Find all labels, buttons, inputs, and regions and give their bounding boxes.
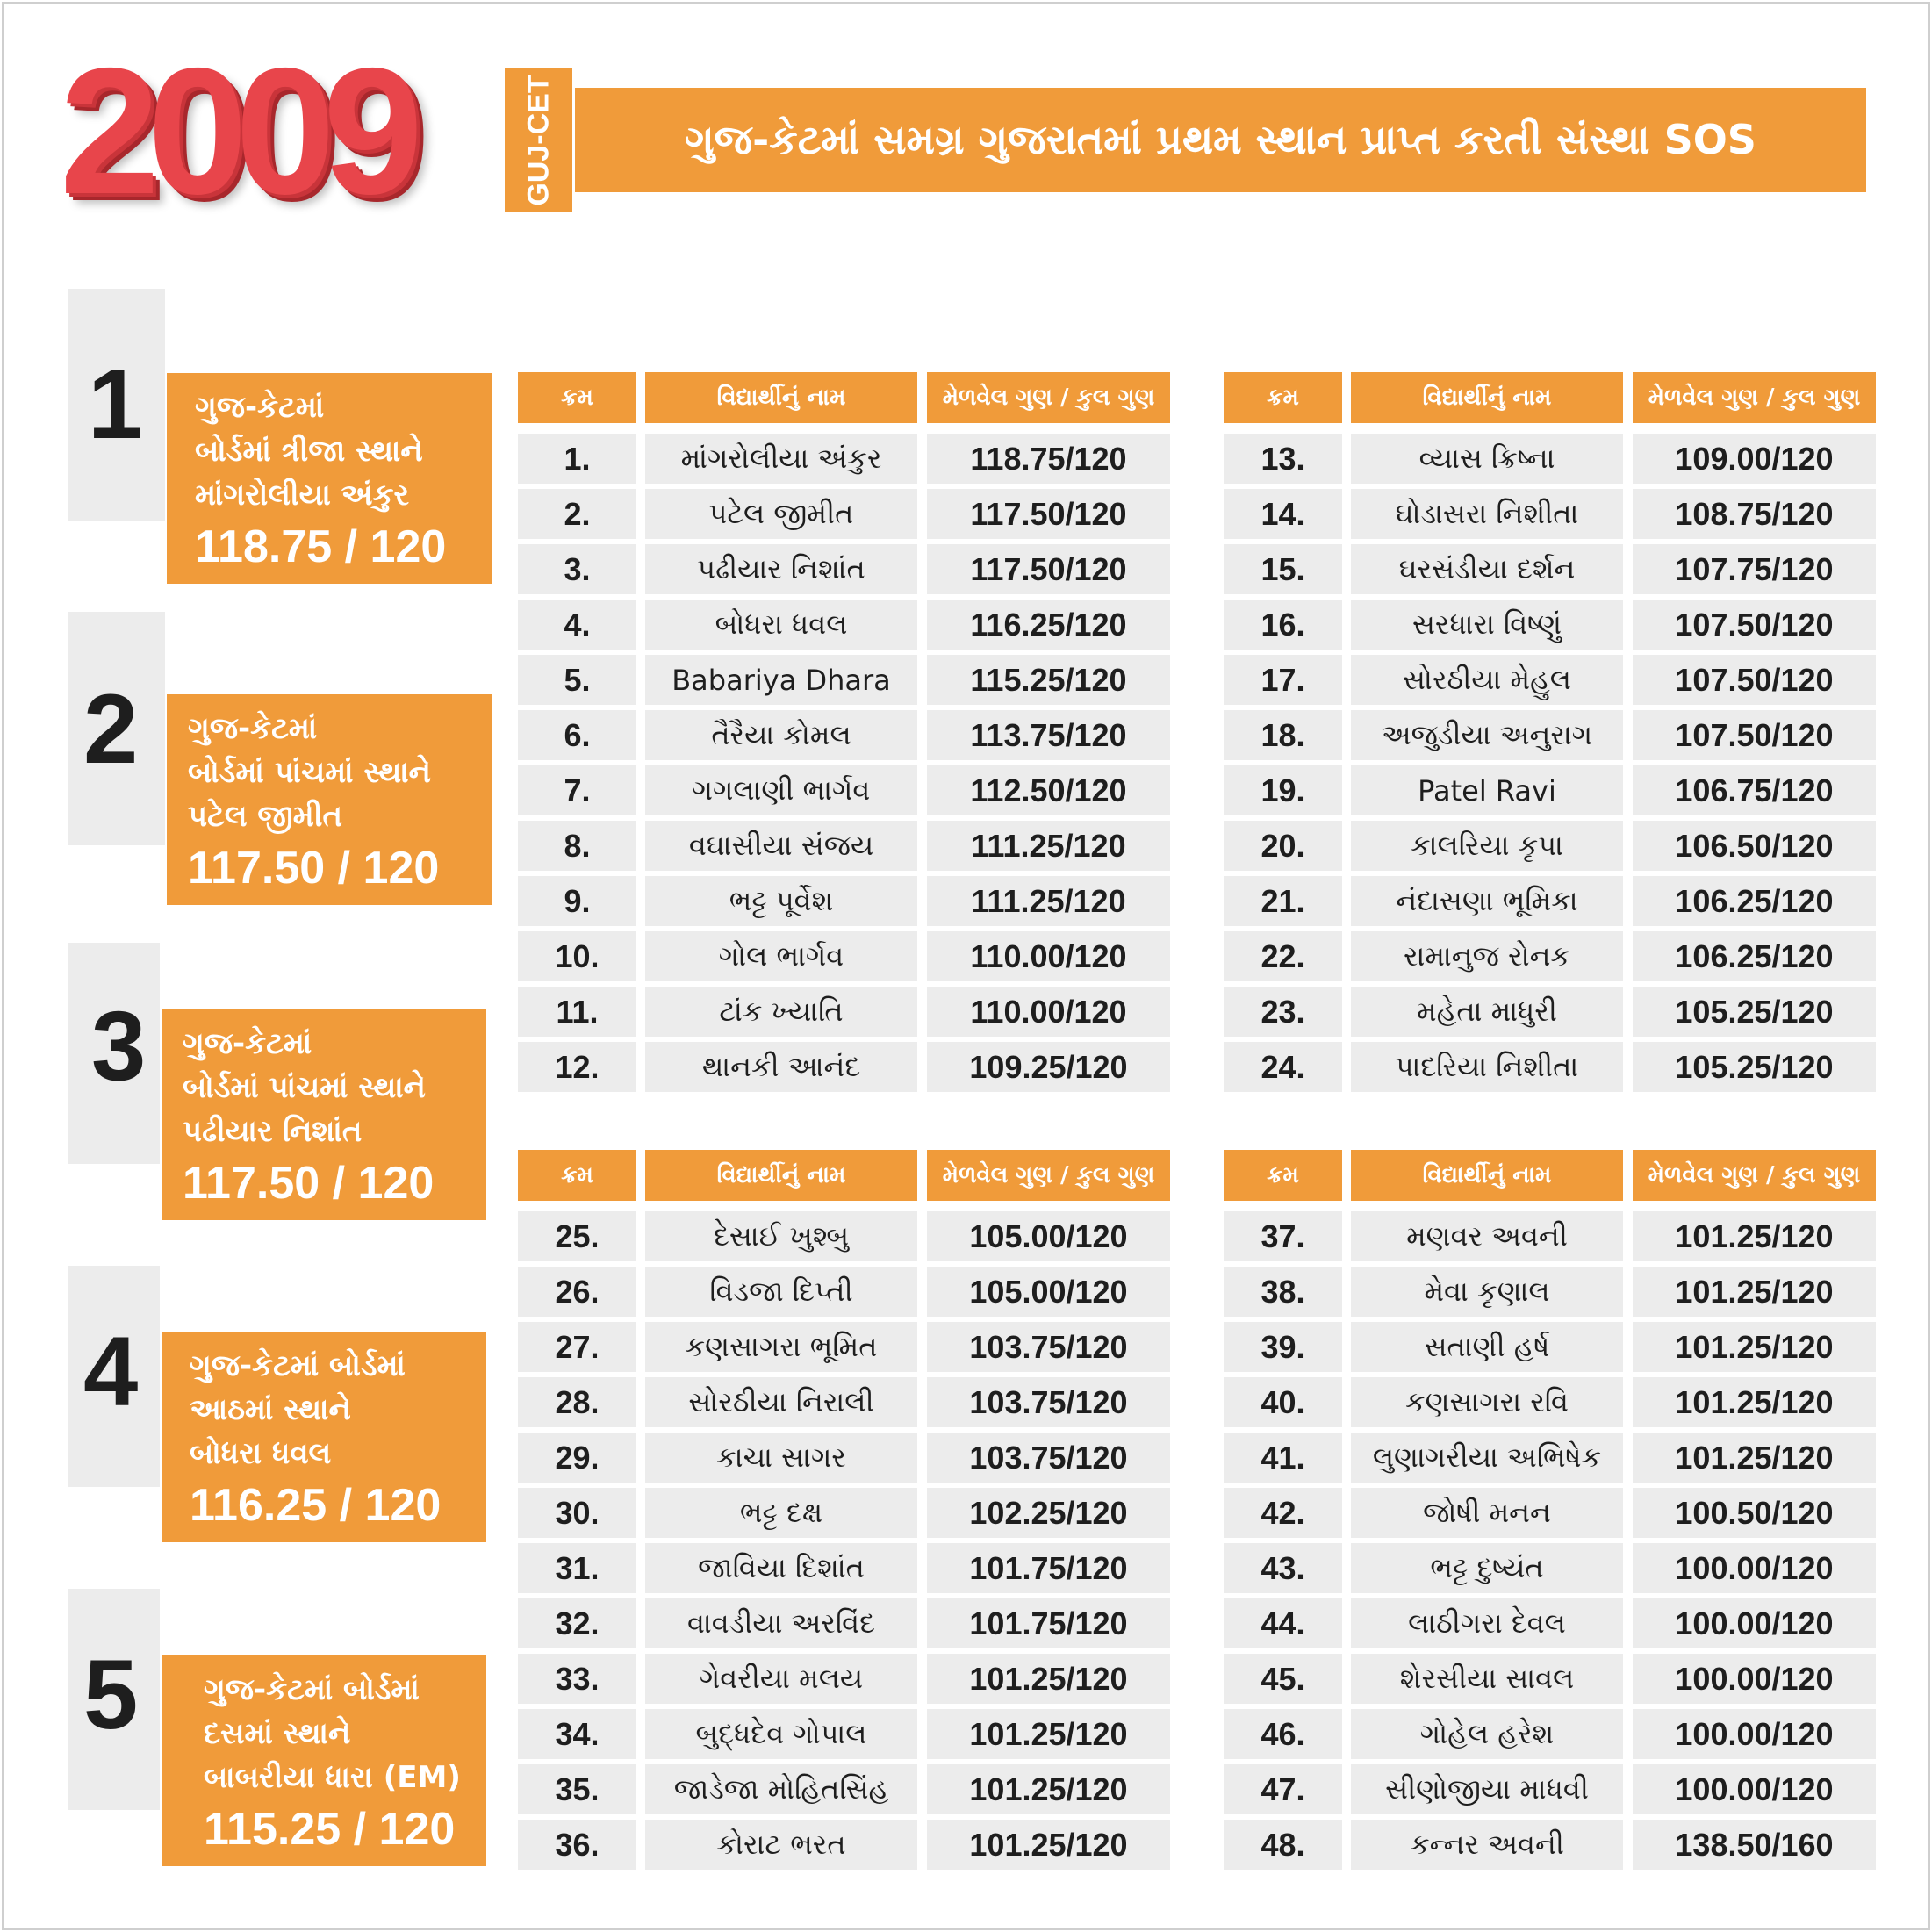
score-cell: 101.25/120 [927,1709,1170,1759]
header-serial: ક્રમ [518,372,636,423]
table-row [1224,876,1876,926]
serial-cell: 27. [518,1322,636,1372]
serial-cell: 47. [1224,1764,1342,1814]
student-name-cell: પાદરિયા નિશીતા [1351,1042,1623,1092]
table-row [518,876,1170,926]
table-row [1224,1042,1876,1092]
student-name-cell: વ્યાસ ક્રિષ્ના [1351,434,1623,484]
serial-cell: 38. [1224,1267,1342,1317]
rank-4-line2: આઠમાં સ્થાને [190,1392,351,1427]
student-name-cell: કાચા સાગર [645,1433,917,1483]
student-name-cell: કન્નર અવની [1351,1820,1623,1870]
serial-cell: 34. [518,1709,636,1759]
student-name-cell: સોરઠીયા મેહુલ [1351,655,1623,705]
score-cell: 101.25/120 [927,1654,1170,1704]
rank-4-line1: ગુજ-કેટમાં બોર્ડમાં [190,1348,406,1383]
serial-cell: 46. [1224,1709,1342,1759]
rank-1-card [167,373,492,584]
serial-cell: 23. [1224,987,1342,1037]
score-cell: 101.25/120 [1633,1211,1876,1261]
table-row [1224,1764,1876,1814]
rank-5-line2: દસમાં સ્થાને [204,1716,351,1751]
score-cell: 102.25/120 [927,1488,1170,1538]
table-row [1224,1654,1876,1704]
score-cell: 103.75/120 [927,1377,1170,1427]
rank-2-line2: બોર્ડમાં પાંચમાં સ્થાને [188,755,431,790]
score-cell: 110.00/120 [927,987,1170,1037]
student-name-cell: કોરાટ ભરત [645,1820,917,1870]
student-name-cell: ભટ્ટ દક્ષ [645,1488,917,1538]
serial-cell: 11. [518,987,636,1037]
table-row [1224,987,1876,1037]
table-row [518,765,1170,815]
score-cell: 100.00/120 [1633,1598,1876,1648]
header-student-name: વિદ્યાર્થીનું નામ [1351,1150,1623,1201]
table-row [518,1820,1170,1870]
score-cell: 100.00/120 [1633,1543,1876,1593]
table-row [518,655,1170,705]
table-row [518,1211,1170,1261]
student-name-cell: સતાણી હર્ષ [1351,1322,1623,1372]
results-table-1 [518,372,1170,1097]
student-name-cell: બોધરા ધવલ [645,600,917,650]
exam-tag [505,68,572,212]
student-name-cell: ગોલ ભાર્ગવ [645,931,917,981]
student-name-cell: Patel Ravi [1351,765,1623,815]
student-name-cell: ટાંક ખ્યાતિ [645,987,917,1037]
serial-cell: 1. [518,434,636,484]
table-row [518,1433,1170,1483]
table-row [518,600,1170,650]
year-logo: 2009 [60,31,412,232]
score-cell: 107.50/120 [1633,655,1876,705]
student-name-cell: મેવા કૃણાલ [1351,1267,1623,1317]
serial-cell: 3. [518,544,636,594]
student-name-cell: વાવડીયા અરવિંદ [645,1598,917,1648]
score-cell: 112.50/120 [927,765,1170,815]
header-marks: મેળવેલ ગુણ / કુલ ગુણ [927,372,1170,423]
serial-cell: 2. [518,489,636,539]
serial-cell: 16. [1224,600,1342,650]
serial-cell: 41. [1224,1433,1342,1483]
score-cell: 101.25/120 [927,1764,1170,1814]
results-table-3 [518,1150,1170,1875]
rank-1-line1: ગુજ-કેટમાં [195,390,325,425]
serial-cell: 33. [518,1654,636,1704]
score-cell: 100.00/120 [1633,1709,1876,1759]
student-name-cell: ગોહેલ હરેશ [1351,1709,1623,1759]
table-row [518,544,1170,594]
table-row [1224,1433,1876,1483]
serial-cell: 17. [1224,655,1342,705]
results-table-2 [1224,372,1876,1097]
rank-3-card [162,1009,486,1220]
student-name-cell: વઘાસીયા સંજય [645,821,917,871]
serial-cell: 19. [1224,765,1342,815]
rank-4-number: 4 [83,1317,139,1426]
serial-cell: 26. [518,1267,636,1317]
student-name-cell: પટેલ જીમીત [645,489,917,539]
table-row [1224,1543,1876,1593]
serial-cell: 15. [1224,544,1342,594]
score-cell: 101.25/120 [927,1820,1170,1870]
rank-3-line3: પઢીયાર નિશાંત [183,1114,363,1149]
score-cell: 105.00/120 [927,1211,1170,1261]
score-cell: 106.25/120 [1633,931,1876,981]
table-row [1224,710,1876,760]
serial-cell: 20. [1224,821,1342,871]
student-name-cell: કણસાગરા ભૂમિત [645,1322,917,1372]
rank-5-score: 115.25 / 120 [204,1804,456,1855]
student-name-cell: મહેતા માધુરી [1351,987,1623,1037]
table-row [518,987,1170,1037]
student-name-cell: ઘરસંડીયા દર્શન [1351,544,1623,594]
student-name-cell: લાઠીગરા દેવલ [1351,1598,1623,1648]
rank-1-number: 1 [88,349,143,459]
score-cell: 108.75/120 [1633,489,1876,539]
header-marks: મેળવેલ ગુણ / કુલ ગુણ [927,1150,1170,1201]
serial-cell: 48. [1224,1820,1342,1870]
table-row [518,1322,1170,1372]
serial-cell: 12. [518,1042,636,1092]
rank-5-card [162,1655,486,1866]
score-cell: 106.25/120 [1633,876,1876,926]
rank-3-score: 117.50 / 120 [183,1158,435,1209]
serial-cell: 35. [518,1764,636,1814]
table-row [518,1654,1170,1704]
serial-cell: 4. [518,600,636,650]
table-row [1224,655,1876,705]
table-header-row [518,372,1170,423]
rank-4-score: 116.25 / 120 [190,1480,442,1531]
table-row [518,1267,1170,1317]
table-row [1224,765,1876,815]
header-student-name: વિદ્યાર્થીનું નામ [1351,372,1623,423]
student-name-cell: ભટ્ટ પૂર્વેશ [645,876,917,926]
table-header-row [1224,372,1876,423]
rank-5-line3: બાબરીયા ધારા (EM) [204,1760,461,1795]
header-serial: ક્રમ [1224,1150,1342,1201]
score-cell: 111.25/120 [927,821,1170,871]
table-row [1224,1598,1876,1648]
score-cell: 101.75/120 [927,1543,1170,1593]
score-cell: 100.50/120 [1633,1488,1876,1538]
serial-cell: 45. [1224,1654,1342,1704]
table-row [1224,544,1876,594]
score-cell: 107.50/120 [1633,710,1876,760]
student-name-cell: સોરઠીયા નિરાલી [645,1377,917,1427]
header-student-name: વિદ્યાર્થીનું નામ [645,1150,917,1201]
table-row [518,1042,1170,1092]
score-cell: 109.25/120 [927,1042,1170,1092]
table-row [518,1488,1170,1538]
serial-cell: 10. [518,931,636,981]
serial-cell: 44. [1224,1598,1342,1648]
score-cell: 111.25/120 [927,876,1170,926]
rank-5-number: 5 [83,1640,139,1749]
table-row [1224,1377,1876,1427]
score-cell: 106.50/120 [1633,821,1876,871]
exam-tag-label: GUJ-CET [521,75,555,206]
table-row [1224,1820,1876,1870]
score-cell: 117.50/120 [927,489,1170,539]
score-cell: 105.25/120 [1633,1042,1876,1092]
table-row [518,1709,1170,1759]
score-cell: 105.00/120 [927,1267,1170,1317]
serial-cell: 25. [518,1211,636,1261]
student-name-cell: દેસાઈ ખુશ્બુ [645,1211,917,1261]
rank-1-line2: બોર્ડમાં ત્રીજા સ્થાને [195,434,423,469]
table-row [518,1598,1170,1648]
student-name-cell: ગગલાણી ભાર્ગવ [645,765,917,815]
table-row [1224,1709,1876,1759]
table-row [1224,1267,1876,1317]
rank-2-line1: ગુજ-કેટમાં [188,711,318,746]
serial-cell: 28. [518,1377,636,1427]
rank-3-line2: બોર્ડમાં પાંચમાં સ્થાને [183,1070,426,1105]
table-header-row [1224,1150,1876,1201]
rank-3-number: 3 [91,991,147,1101]
serial-cell: 7. [518,765,636,815]
table-row [518,1764,1170,1814]
score-cell: 100.00/120 [1633,1764,1876,1814]
score-cell: 109.00/120 [1633,434,1876,484]
serial-cell: 32. [518,1598,636,1648]
results-table-4 [1224,1150,1876,1875]
rank-3-line1: ગુજ-કેટમાં [183,1026,312,1061]
student-name-cell: સીણોજીયા માધવી [1351,1764,1623,1814]
student-name-cell: નંદાસણા ભૂમિકા [1351,876,1623,926]
score-cell: 100.00/120 [1633,1654,1876,1704]
rank-2-line3: પટેલ જીમીત [188,799,342,834]
score-cell: 101.25/120 [1633,1377,1876,1427]
serial-cell: 22. [1224,931,1342,981]
student-name-cell: માંગરોલીયા અંકુર [645,434,917,484]
headline-text: ગુજ-કેટમાં સમગ્ર ગુજરાતમાં પ્રથમ સ્થાન પ્રાપ્ત કરતી સંસ્થા SOS [685,115,1756,163]
student-name-cell: બુદ્ધદેવ ગોપાલ [645,1709,917,1759]
serial-cell: 18. [1224,710,1342,760]
table-row [518,931,1170,981]
score-cell: 115.25/120 [927,655,1170,705]
student-name-cell: જાડેજા મોહિતસિંહ [645,1764,917,1814]
student-name-cell: રામાનુજ રોનક [1351,931,1623,981]
table-row [518,710,1170,760]
student-name-cell: શેરસીયા સાવલ [1351,1654,1623,1704]
table-row [1224,600,1876,650]
table-row [518,821,1170,871]
header-serial: ક્રમ [1224,372,1342,423]
score-cell: 138.50/160 [1633,1820,1876,1870]
score-cell: 105.25/120 [1633,987,1876,1037]
score-cell: 110.00/120 [927,931,1170,981]
student-name-cell: લુણાગરીયા અભિષેક [1351,1433,1623,1483]
student-name-cell: પઢીયાર નિશાંત [645,544,917,594]
serial-cell: 24. [1224,1042,1342,1092]
serial-cell: 37. [1224,1211,1342,1261]
score-cell: 107.75/120 [1633,544,1876,594]
table-row [518,1543,1170,1593]
score-cell: 101.25/120 [1633,1322,1876,1372]
score-cell: 107.50/120 [1633,600,1876,650]
student-name-cell: જાવિયા દિશાંત [645,1543,917,1593]
header-marks: મેળવેલ ગુણ / કુલ ગુણ [1633,372,1876,423]
serial-cell: 6. [518,710,636,760]
table-header-row [518,1150,1170,1201]
score-cell: 116.25/120 [927,600,1170,650]
header-marks: મેળવેલ ગુણ / કુલ ગુણ [1633,1150,1876,1201]
serial-cell: 36. [518,1820,636,1870]
serial-cell: 9. [518,876,636,926]
header-student-name: વિદ્યાર્થીનું નામ [645,372,917,423]
student-name-cell: Babariya Dhara [645,655,917,705]
score-cell: 106.75/120 [1633,765,1876,815]
table-row [518,489,1170,539]
score-cell: 118.75/120 [927,434,1170,484]
table-row [1224,1322,1876,1372]
student-name-cell: સરધારા વિષ્ણું [1351,600,1623,650]
serial-cell: 30. [518,1488,636,1538]
rank-4-line3: બોધરા ધવલ [190,1436,332,1471]
serial-cell: 21. [1224,876,1342,926]
rank-1-line3: માંગરોલીયા અંકુર [195,478,410,513]
serial-cell: 13. [1224,434,1342,484]
rank-4-card [162,1332,486,1542]
rank-1-score: 118.75 / 120 [195,521,447,572]
score-cell: 103.75/120 [927,1433,1170,1483]
score-cell: 117.50/120 [927,544,1170,594]
student-name-cell: મણવર અવની [1351,1211,1623,1261]
table-row [1224,821,1876,871]
serial-cell: 40. [1224,1377,1342,1427]
score-cell: 101.25/120 [1633,1267,1876,1317]
table-row [1224,1211,1876,1261]
student-name-cell: વિડજા દિપ્તી [645,1267,917,1317]
score-cell: 103.75/120 [927,1322,1170,1372]
table-row [1224,931,1876,981]
rank-2-number: 2 [83,674,139,784]
student-name-cell: કણસાગરા રવિ [1351,1377,1623,1427]
student-name-cell: કાલરિયા કૃપા [1351,821,1623,871]
headline-banner [575,88,1866,192]
table-row [1224,1488,1876,1538]
serial-cell: 8. [518,821,636,871]
student-name-cell: અજુડીયા અનુરાગ [1351,710,1623,760]
rank-5-line1: ગુજ-કેટમાં બોર્ડમાં [204,1672,420,1707]
table-row [518,434,1170,484]
student-name-cell: ગેવરીયા મલય [645,1654,917,1704]
student-name-cell: ઘોડાસરા નિશીતા [1351,489,1623,539]
serial-cell: 39. [1224,1322,1342,1372]
rank-2-score: 117.50 / 120 [188,843,440,894]
score-cell: 113.75/120 [927,710,1170,760]
table-row [1224,434,1876,484]
student-name-cell: ભટ્ટ દુષ્યંત [1351,1543,1623,1593]
header-serial: ક્રમ [518,1150,636,1201]
serial-cell: 43. [1224,1543,1342,1593]
serial-cell: 42. [1224,1488,1342,1538]
rank-2-card [167,694,492,905]
serial-cell: 29. [518,1433,636,1483]
score-cell: 101.25/120 [1633,1433,1876,1483]
student-name-cell: તૈરૈયા કોમલ [645,710,917,760]
serial-cell: 14. [1224,489,1342,539]
serial-cell: 31. [518,1543,636,1593]
serial-cell: 5. [518,655,636,705]
student-name-cell: થાનકી આનંદ [645,1042,917,1092]
table-row [1224,489,1876,539]
score-cell: 101.75/120 [927,1598,1170,1648]
table-row [518,1377,1170,1427]
student-name-cell: જોષી મનન [1351,1488,1623,1538]
